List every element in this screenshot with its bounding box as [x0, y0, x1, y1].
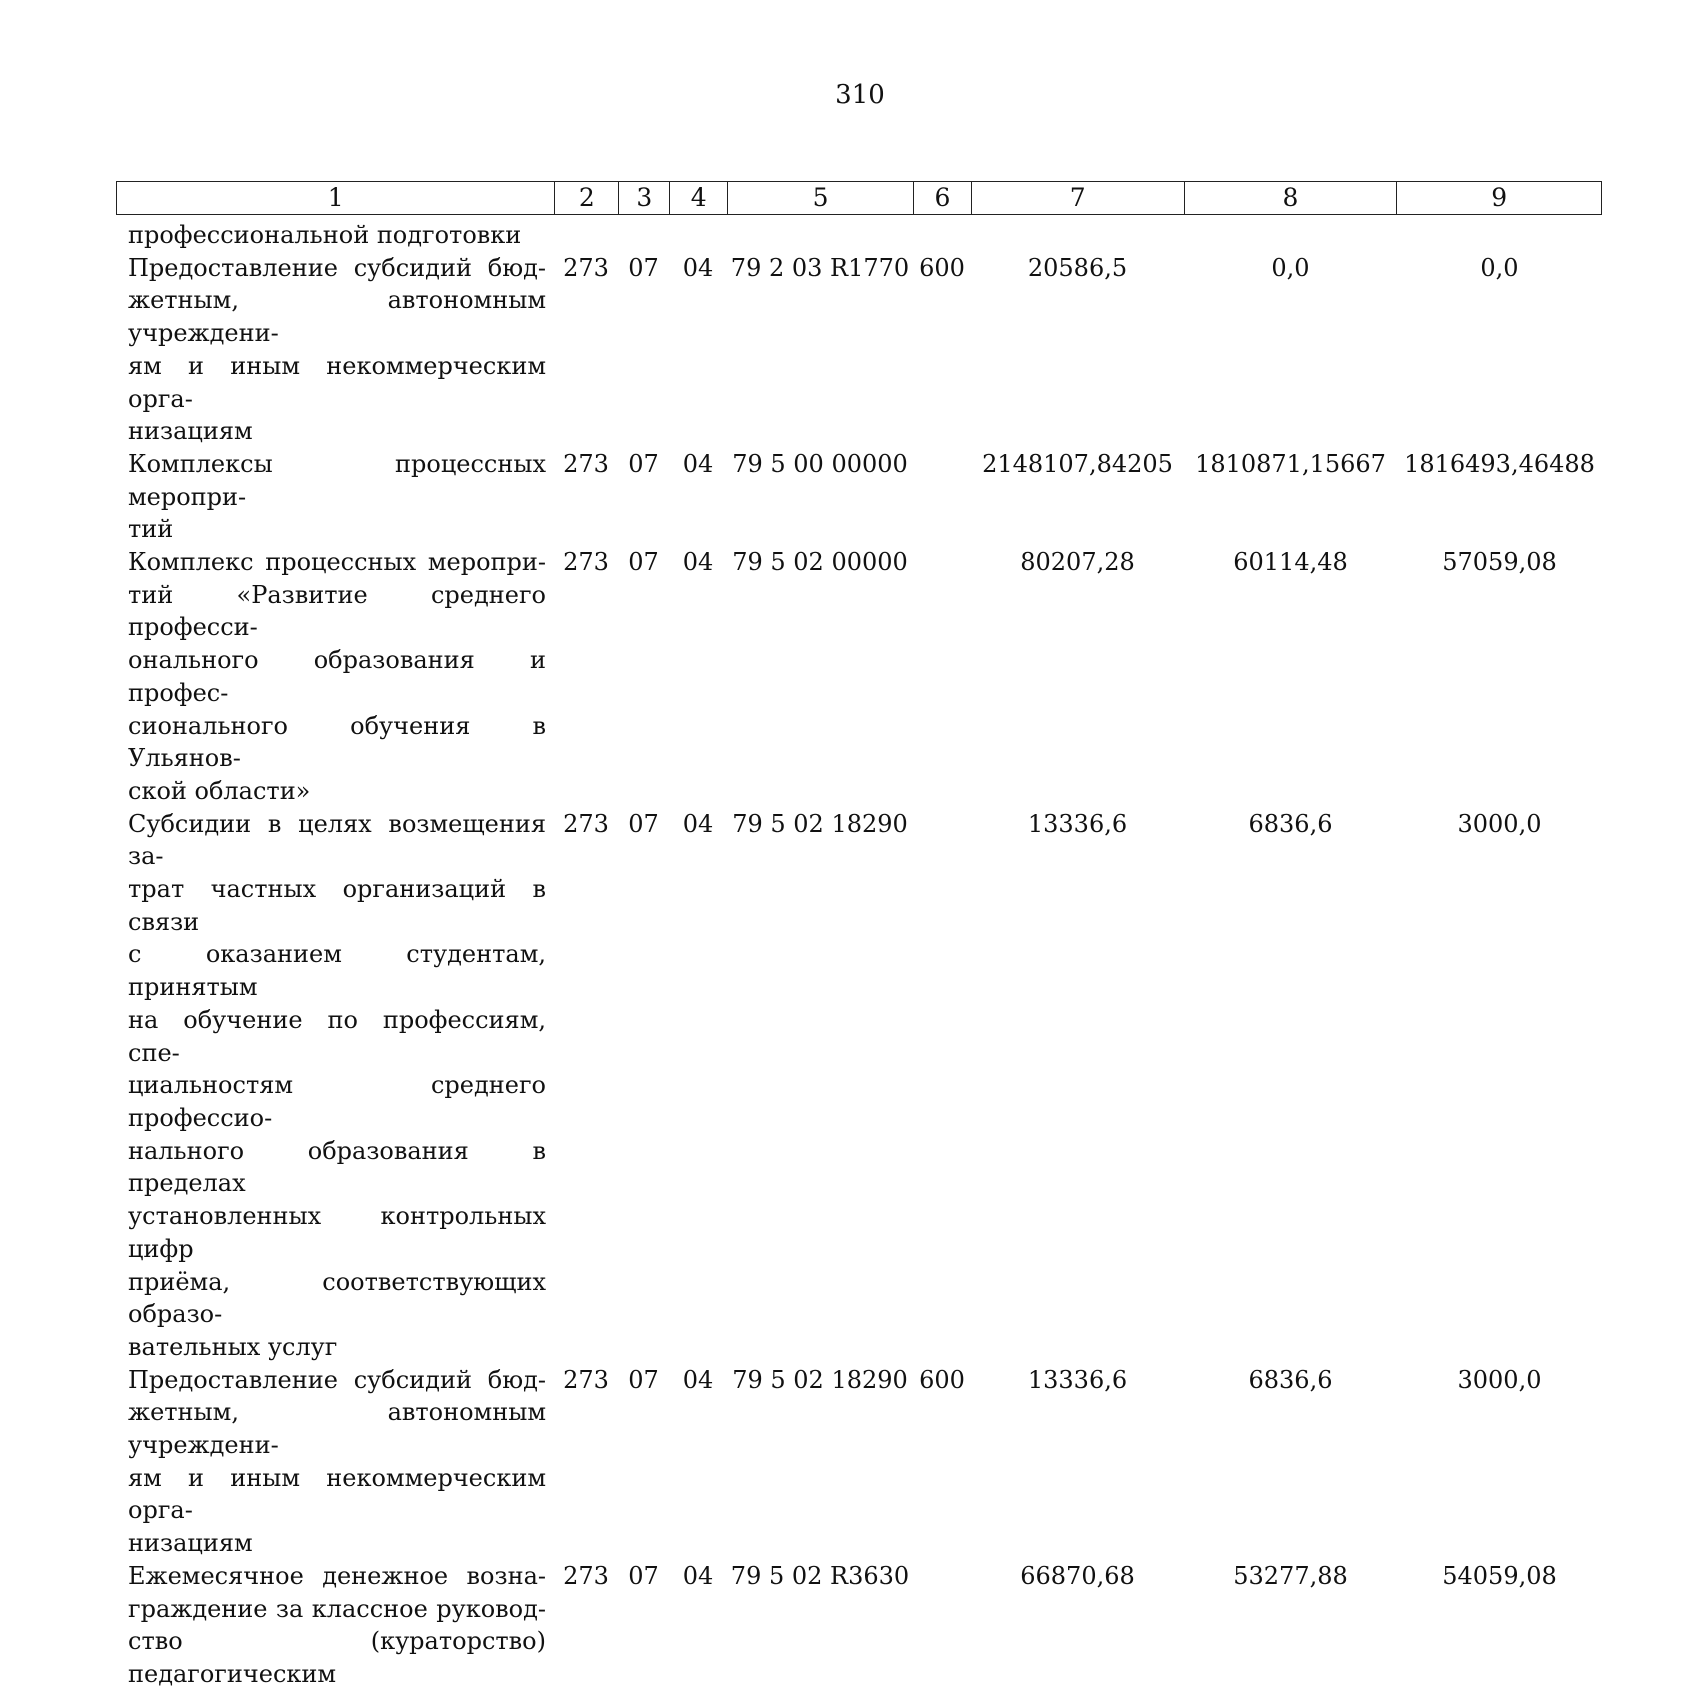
row-name-line: жетным, автономным учреждени- [128, 1398, 546, 1460]
row-name-cell [116, 546, 554, 808]
amount-cell-7: 20586,5 [1027, 253, 1128, 282]
amount-cell-7: 66870,68 [1020, 1561, 1135, 1590]
amount-cell-7 [971, 219, 1184, 252]
row-name-line: Комплексы процессных меропри- [128, 449, 546, 511]
header-cell-6: 6 [913, 182, 971, 214]
amount-cell-9: 3000,0 [1457, 809, 1542, 838]
subsection-cell: 04 [682, 809, 714, 838]
target-article-cell: 79 2 03 R1770 [730, 253, 910, 282]
header-cell-7: 7 [971, 182, 1184, 214]
expense-type-cell: 600 [919, 1365, 965, 1394]
row-name-cell [116, 1364, 554, 1560]
amount-cell-8: 1810871,15667 [1195, 449, 1386, 478]
row-name-cell [116, 252, 554, 448]
amount-cell-9: 3000,0 [1457, 1365, 1542, 1394]
row-name-line: сионального обучения в Ульянов- [128, 711, 546, 773]
header-cell-2: 2 [554, 182, 618, 214]
subsection-cell: 04 [682, 1365, 714, 1394]
target-article-cell: 79 5 02 00000 [732, 548, 908, 577]
expense-type-cell: 600 [919, 253, 965, 282]
page-number: 310 [835, 80, 885, 110]
amount-cell-8: 60114,48 [1233, 548, 1348, 577]
budget-code-cell: 273 [563, 1365, 609, 1394]
target-article-cell: 79 5 00 00000 [732, 449, 908, 478]
row-name-line: трат частных организаций в связи [128, 875, 546, 936]
row-name-line: нального образования в пределах [128, 1136, 546, 1198]
amount-cell-9: 0,0 [1480, 253, 1519, 282]
amount-cell-8: 6836,6 [1248, 1365, 1333, 1394]
table-row [116, 219, 1602, 252]
amount-cell-9 [1397, 219, 1602, 252]
amount-cell-7: 13336,6 [1027, 1365, 1128, 1394]
amount-cell-7: 2148107,84205 [982, 449, 1173, 478]
amount-cell-8: 53277,88 [1233, 1561, 1348, 1590]
row-name-line: низациям [128, 1529, 253, 1558]
amount-cell-8 [1184, 219, 1397, 252]
section-cell: 07 [628, 1561, 659, 1590]
header-cell-3: 3 [618, 182, 669, 214]
subsection-cell: 04 [682, 449, 714, 478]
table-row [116, 1364, 1602, 1560]
row-name-cell [116, 1560, 554, 1691]
row-name-line: Субсидии в целях возмещения за- [128, 809, 546, 871]
row-name-line: Предоставление субсидий бюд- [128, 253, 546, 282]
expense-type-cell [913, 1560, 971, 1691]
budget-code-cell: 273 [563, 548, 609, 577]
row-name-line: ство (кураторство) педагогическим [128, 1627, 546, 1688]
expense-type-cell [913, 808, 971, 1364]
expense-type-cell [913, 448, 971, 546]
row-name-cell [116, 219, 554, 252]
subsection-cell: 04 [682, 253, 714, 282]
row-name-line: Ежемесячное денежное возна- [128, 1561, 546, 1590]
budget-code-cell: 273 [563, 1561, 609, 1590]
section-cell: 07 [628, 809, 659, 838]
row-name-cell [116, 808, 554, 1364]
expense-type-cell [913, 219, 971, 252]
row-name-line: граждение за классное руковод- [128, 1594, 546, 1623]
budget-code-cell: 273 [563, 809, 609, 838]
row-name-line: профессиональной подготовки [128, 221, 522, 249]
table-row [116, 546, 1602, 808]
table-row [116, 808, 1602, 1364]
table-header [116, 181, 1602, 215]
row-name-line: низациям [128, 417, 253, 446]
table-body [116, 219, 1602, 1691]
table-row [116, 1560, 1602, 1691]
row-name-line: с оказанием студентам, принятым [128, 940, 546, 1002]
amount-cell-8: 6836,6 [1248, 809, 1333, 838]
row-name-line: онального образования и профес- [128, 646, 546, 707]
amount-cell-7: 13336,6 [1027, 809, 1128, 838]
subsection-cell [669, 219, 727, 252]
section-cell: 07 [628, 548, 659, 577]
row-name-line: тий «Развитие среднего професси- [128, 580, 546, 642]
subsection-cell: 04 [682, 1561, 714, 1590]
row-name-line: циальностям среднего профессио- [128, 1071, 546, 1132]
header-cell-8: 8 [1184, 182, 1397, 214]
amount-cell-9: 54059,08 [1442, 1561, 1557, 1590]
section-cell: 07 [628, 1365, 659, 1394]
row-name-line: на обучение по профессиям, спе- [128, 1005, 546, 1067]
section-cell: 07 [628, 449, 659, 478]
target-article-cell: 79 5 02 18290 [732, 1365, 908, 1394]
row-name-line: ям и иным некоммерческим орга- [128, 351, 546, 413]
header-cell-9: 9 [1396, 182, 1601, 214]
budget-code-cell [554, 219, 618, 252]
amount-cell-9: 57059,08 [1442, 548, 1557, 577]
row-name-line: Предоставление субсидий бюд- [128, 1365, 546, 1394]
subsection-cell: 04 [682, 548, 714, 577]
header-cell-1: 1 [327, 183, 344, 212]
section-cell: 07 [628, 253, 659, 282]
amount-cell-8: 0,0 [1271, 253, 1310, 282]
row-name-line: вательных услуг [128, 1332, 338, 1361]
section-cell [618, 219, 669, 252]
budget-code-cell: 273 [563, 253, 609, 282]
target-article-cell [727, 219, 913, 252]
table-row [116, 448, 1602, 546]
amount-cell-9: 1816493,46488 [1404, 449, 1595, 478]
budget-code-cell: 273 [563, 449, 609, 478]
row-name-line: установленных контрольных цифр [128, 1202, 546, 1263]
table-row [116, 252, 1602, 448]
target-article-cell: 79 5 02 R3630 [730, 1561, 910, 1590]
row-name-line: тий [128, 515, 174, 544]
row-name-cell [116, 448, 554, 546]
target-article-cell: 79 5 02 18290 [732, 809, 908, 838]
row-name-line: ям и иным некоммерческим орга- [128, 1463, 546, 1525]
amount-cell-7: 80207,28 [1020, 548, 1135, 577]
expense-type-cell [913, 546, 971, 808]
row-name-line: приёма, соответствующих образо- [128, 1267, 546, 1329]
row-name-line: Комплекс процессных меропри- [128, 548, 546, 577]
header-cell-5: 5 [727, 182, 913, 214]
header-cell-4: 4 [669, 182, 727, 214]
row-name-line: жетным, автономным учреждени- [128, 286, 546, 348]
row-name-line: ской области» [128, 776, 311, 805]
